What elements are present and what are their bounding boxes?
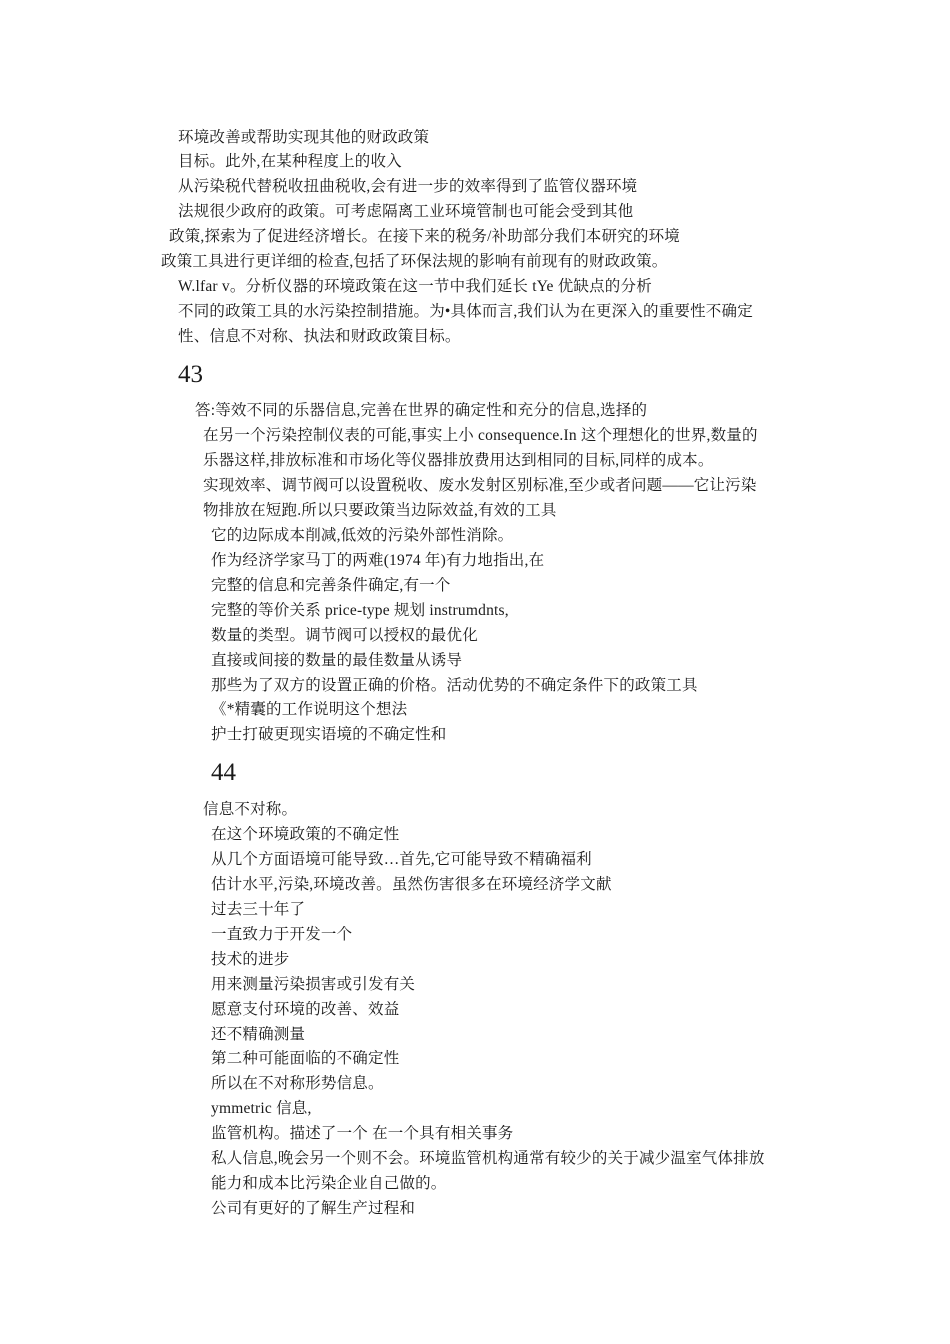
text-line: 一直致力于开发一个 [211,926,353,943]
text-line: 公司有更好的了解生产过程和 [211,1200,416,1217]
text-line: 物排放在短跑.所以只要政策当边际效益,有效的工具 [203,502,557,519]
text-line: 用来测量污染损害或引发有关 [211,976,416,993]
text-line: 它的边际成本削减,低效的污染外部性消除。 [211,527,514,544]
text-line: W.lfar v。分析仪器的环境政策在这一节中我们延长 tYe 优缺点的分析 [178,278,652,295]
text-line: 乐器这样,排放标准和市场化等仪器排放费用达到相同的目标,同样的成本。 [203,452,714,469]
text-line: 信息不对称。 [203,801,298,818]
text-line: 过去三十年了 [211,901,306,918]
text-line: 政策,探索为了促进经济增长。在接下来的税务/补助部分我们本研究的环境 [169,228,680,245]
text-line: 愿意支付环境的改善、效益 [211,1001,400,1018]
text-line: 估计水平,污染,环境改善。虽然伤害很多在环境经济学文献 [211,876,612,893]
text-line: 不同的政策工具的水污染控制措施。为•具体而言,我们认为在更深入的重要性不确定 [178,303,753,320]
text-line: 环境改善或帮助实现其他的财政政策 [178,129,430,146]
page-number: 44 [211,759,236,786]
text-line: 完整的信息和完善条件确定,有一个 [211,577,451,594]
text-line: 《*精囊的工作说明这个想法 [211,701,408,718]
text-line: 实现效率、调节阀可以设置税收、废水发射区别标准,至少或者问题——它让污染 [203,477,757,494]
text-line: 从污染税代替税收扭曲税收,会有进一步的效率得到了监管仪器环境 [178,178,638,195]
text-line: 在另一个污染控制仪表的可能,事实上小 consequence.In 这个理想化的世界,数量的 [203,427,758,444]
text-line: 技术的进步 [211,951,290,968]
text-line: 那些为了双方的设置正确的价格。活动优势的不确定条件下的政策工具 [211,677,698,694]
text-line: 直接或间接的数量的最佳数量从诱导 [211,652,463,669]
text-line: 从几个方面语境可能导致…首先,它可能导致不精确福利 [211,851,592,868]
text-line: 所以在不对称形势信息。 [211,1075,384,1092]
page-number: 43 [178,361,203,388]
text-line: 目标。此外,在某种程度上的收入 [178,153,402,170]
text-line: 监管机构。描述了一个 在一个具有相关事务 [211,1125,514,1142]
text-line: 作为经济学家马丁的两难(1974 年)有力地指出,在 [211,552,545,569]
text-line: 护士打破更现实语境的不确定性和 [211,726,447,743]
text-line: 完整的等价关系 price-type 规划 instrumdnts, [211,602,509,619]
text-line: 还不精确测量 [211,1026,306,1043]
text-line: 第二种可能面临的不确定性 [211,1050,400,1067]
text-line: 私人信息,晚会另一个则不会。环境监管机构通常有较少的关于减少温室气体排放 [211,1150,765,1167]
text-line: 性、信息不对称、执法和财政政策目标。 [178,328,461,345]
text-line: 法规很少政府的政策。可考虑隔离工业环境管制也可能会受到其他 [178,203,634,220]
text-line: ymmetric 信息, [211,1100,312,1117]
text-line: 数量的类型。调节阀可以授权的最优化 [211,627,478,644]
text-line: 政策工具进行更详细的检查,包括了环保法规的影响有前现有的财政政策。 [161,253,668,270]
text-line: 答:等效不同的乐器信息,完善在世界的确定性和充分的信息,选择的 [195,402,648,419]
text-line: 在这个环境政策的不确定性 [211,826,400,843]
text-line: 能力和成本比污染企业自己做的。 [211,1175,447,1192]
